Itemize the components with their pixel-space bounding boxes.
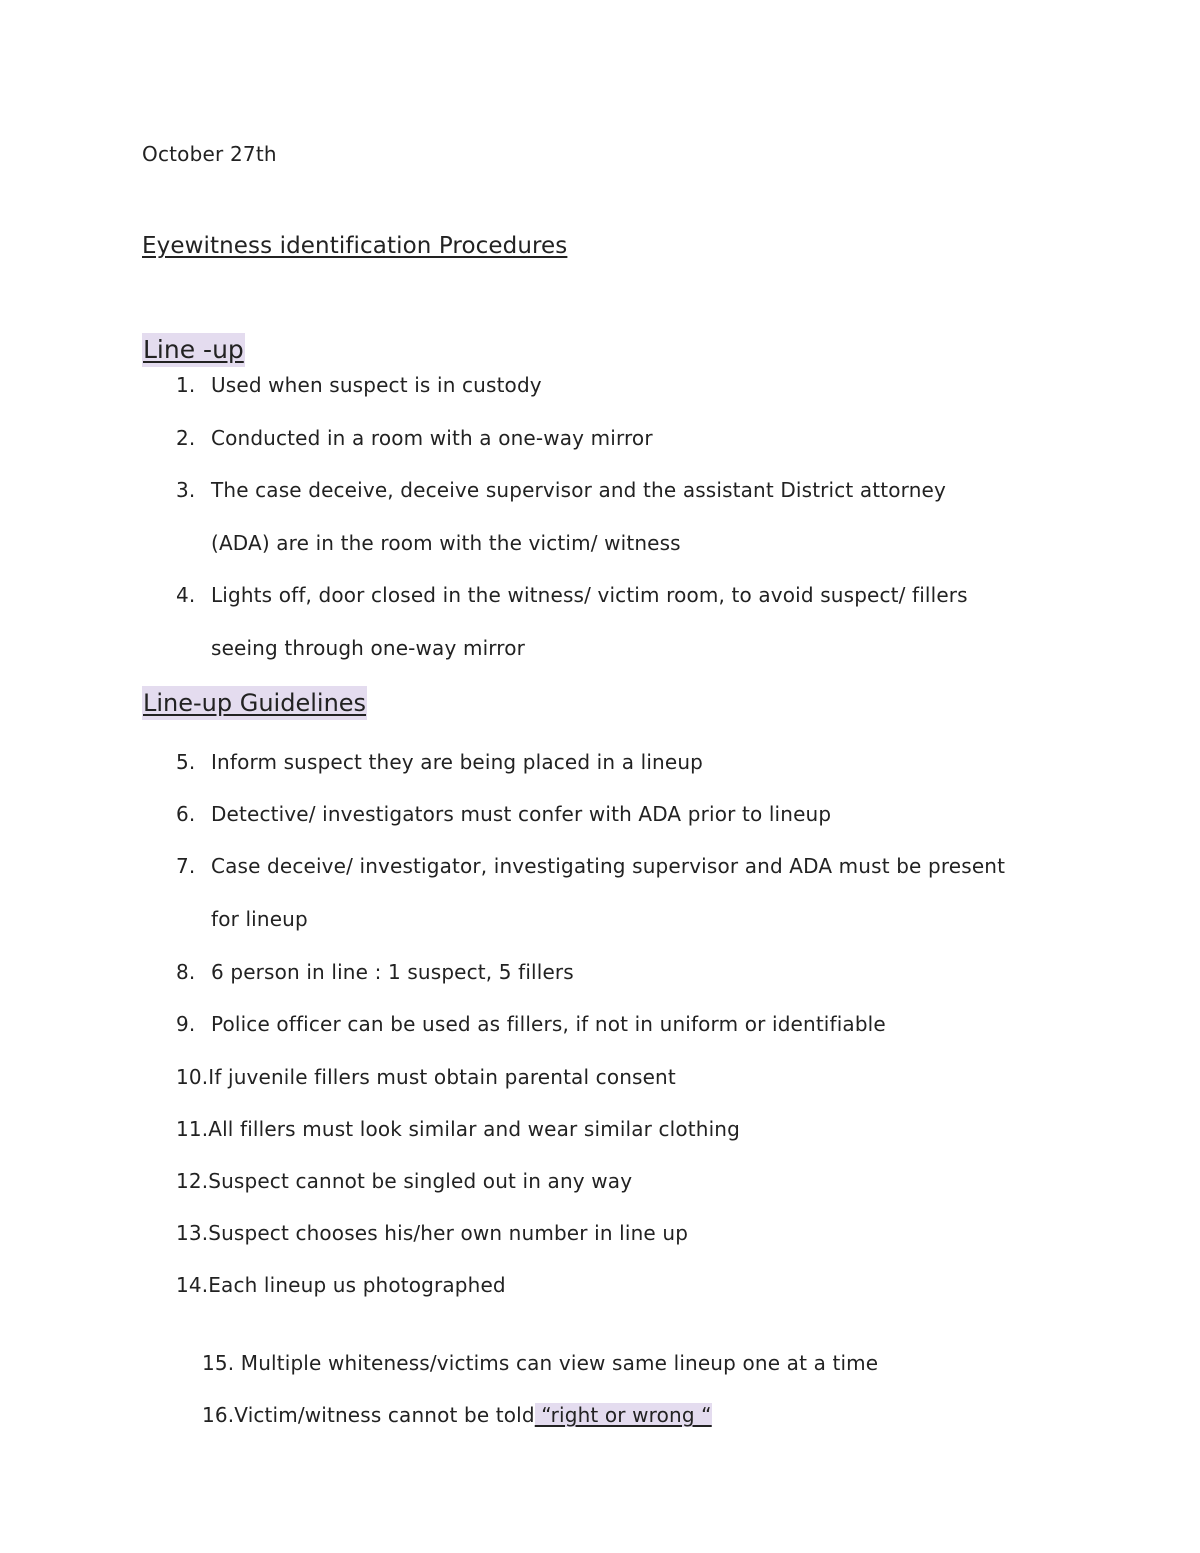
list-item xyxy=(176,854,1005,878)
document-date: October 27th xyxy=(142,142,277,166)
list-item xyxy=(176,802,831,826)
list-item-number: 4. xyxy=(176,583,196,607)
list-item-number: 7. xyxy=(176,854,196,878)
list-item-text: Inform suspect they are being placed in a lineup xyxy=(211,750,704,774)
list-item-number: 8. xyxy=(176,960,196,984)
list-item xyxy=(176,1065,676,1089)
list-item xyxy=(176,373,542,397)
list-item-text: Conducted in a room with a one-way mirror xyxy=(211,426,653,450)
list-item xyxy=(176,1273,506,1297)
list-item xyxy=(176,1221,688,1245)
list-item-number: 13. xyxy=(176,1221,209,1245)
list-item-text: Victim/witness cannot be told xyxy=(234,1403,535,1427)
list-item-text: Lights off, door closed in the witness/ victim room, to avoid suspect/ fillers xyxy=(211,583,968,607)
list-item-text: Multiple whiteness/victims can view same lineup one at a time xyxy=(234,1351,879,1375)
list-item xyxy=(176,1169,632,1193)
list-item-text: Suspect cannot be singled out in any way xyxy=(208,1169,633,1193)
list-item-number: 5. xyxy=(176,750,196,774)
list-item-text: Detective/ investigators must confer with ADA prior to lineup xyxy=(211,802,832,826)
list-item-number: 11. xyxy=(176,1117,209,1141)
list-item-number: 16. xyxy=(202,1403,235,1427)
list-item-number: 6. xyxy=(176,802,196,826)
list-item-number: 15. xyxy=(202,1351,235,1375)
list-item xyxy=(176,750,703,774)
list-item-number: 12. xyxy=(176,1169,209,1193)
list-item xyxy=(176,1379,712,1451)
list-item-number: 10. xyxy=(176,1065,209,1089)
list-item-text: Used when suspect is in custody xyxy=(211,373,542,397)
list-item-text: If juvenile fillers must obtain parental consent xyxy=(208,1065,676,1089)
list-item-text: 6 person in line : 1 suspect, 5 fillers xyxy=(211,960,574,984)
list-item-text: Police officer can be used as fillers, if not in uniform or identifiable xyxy=(211,1012,886,1036)
list-item-number: 3. xyxy=(176,478,196,502)
list-item-continuation: (ADA) are in the room with the victim/ witness xyxy=(211,531,681,555)
list-item-number: 1. xyxy=(176,373,196,397)
list-item xyxy=(176,1117,740,1141)
list-item-number: 9. xyxy=(176,1012,196,1036)
list-item-continuation: for lineup xyxy=(211,907,308,931)
list-item xyxy=(176,960,574,984)
list-item-text: Each lineup us photographed xyxy=(208,1273,506,1297)
list-item xyxy=(176,583,968,607)
list-item xyxy=(176,478,946,502)
list-item xyxy=(176,426,653,450)
list-item-text: Case deceive/ investigator, investigating supervisor and ADA must be present xyxy=(211,854,1006,878)
list-item-text: All fillers must look similar and wear similar clothing xyxy=(208,1117,740,1141)
document-title: Eyewitness identification Procedures xyxy=(142,233,568,259)
list-item-text: The case deceive, deceive supervisor and the assistant District attorney xyxy=(211,478,946,502)
list-item xyxy=(176,1012,886,1036)
highlighted-phrase: “right or wrong “ xyxy=(534,1403,712,1427)
section-heading-guidelines: Line-up Guidelines xyxy=(142,686,367,720)
list-item-text: Suspect chooses his/her own number in line up xyxy=(208,1221,689,1245)
list-item-number: 2. xyxy=(176,426,196,450)
list-item-continuation: seeing through one-way mirror xyxy=(211,636,525,660)
list-item-number: 14. xyxy=(176,1273,209,1297)
section-heading-lineup: Line -up xyxy=(142,333,245,367)
